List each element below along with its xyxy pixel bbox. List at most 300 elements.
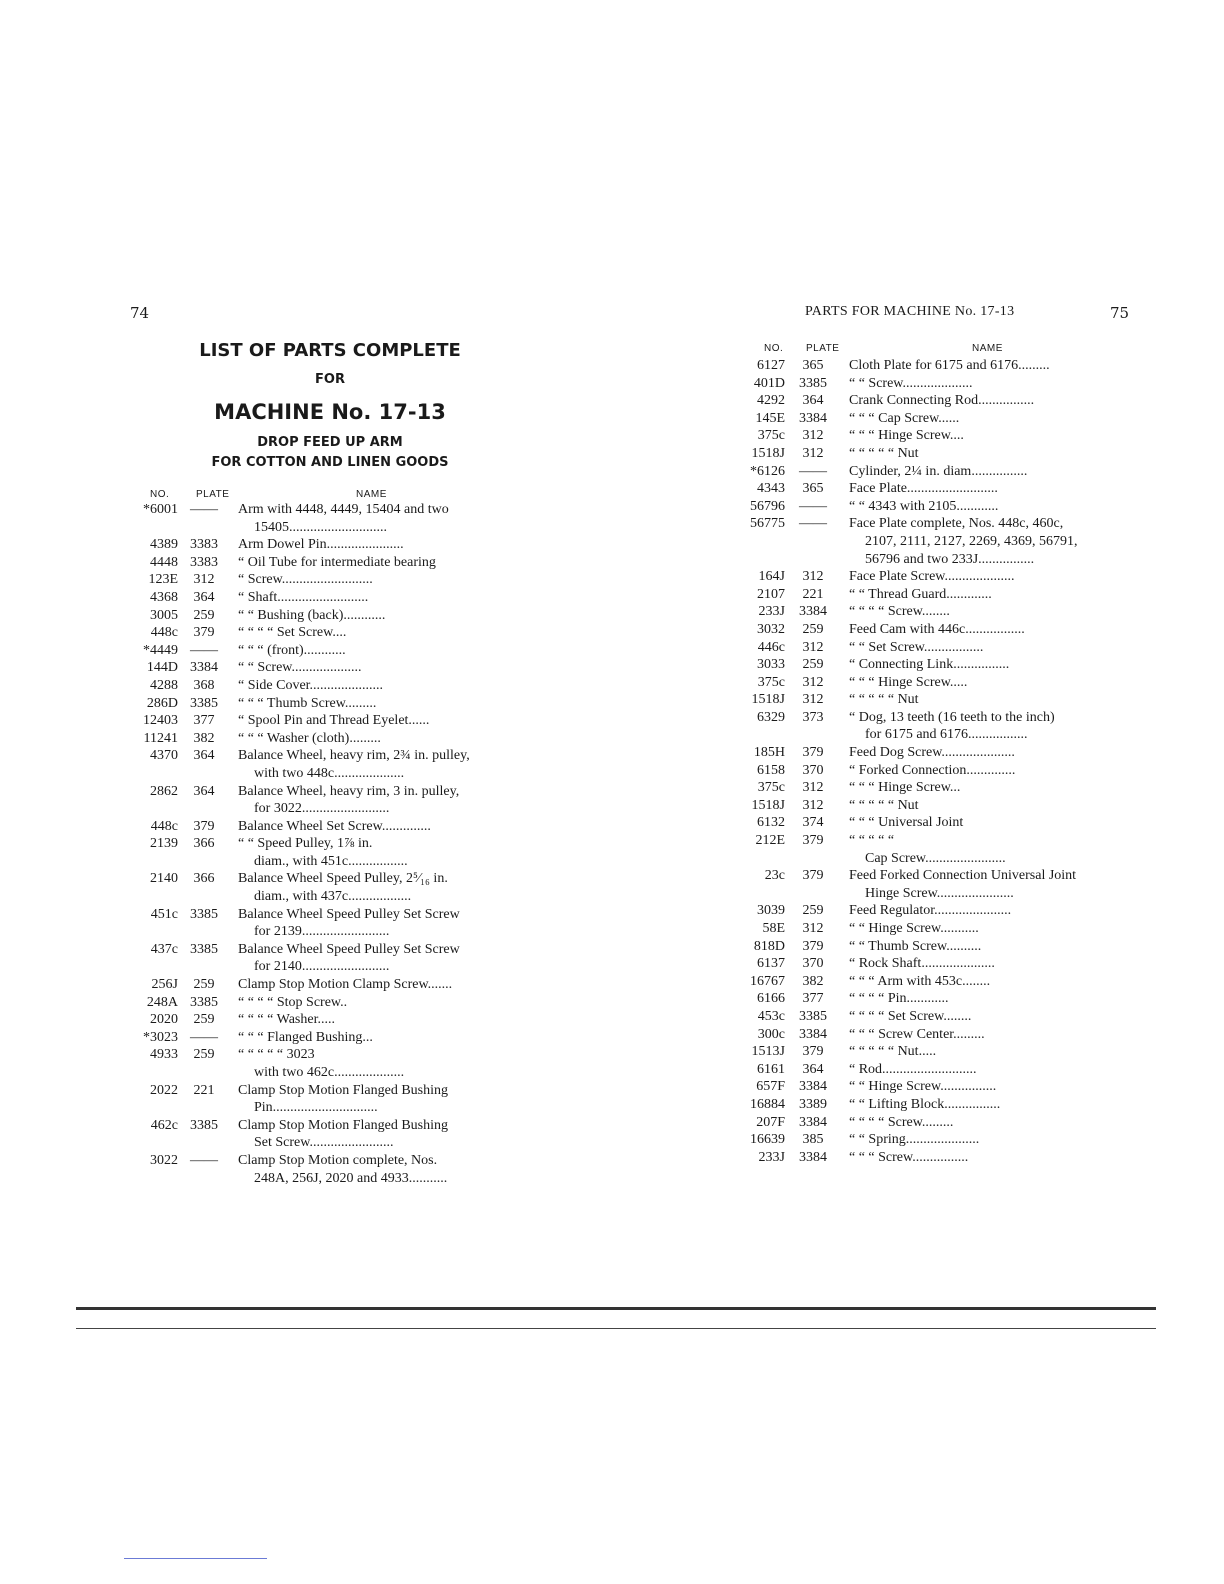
part-number: 144D xyxy=(146,660,178,676)
part-row xyxy=(745,814,1130,832)
part-name: “ “ “ Universal Joint xyxy=(849,815,964,831)
part-number: 3022 xyxy=(150,1152,178,1168)
part-row xyxy=(140,818,525,836)
part-name: Crank Connecting Rod................ xyxy=(849,393,1035,409)
part-row xyxy=(140,1082,525,1100)
part-number xyxy=(140,1064,178,1082)
plate-number: 370 xyxy=(802,762,824,778)
part-number: 56775 xyxy=(750,516,785,532)
part-name: Feed Dog Screw..................... xyxy=(849,745,1015,761)
part-number: *6001 xyxy=(143,502,178,517)
part-number: 375c xyxy=(757,674,785,690)
plate-number: 366 xyxy=(193,836,215,852)
plate-number: 3384 xyxy=(799,1149,827,1165)
part-row xyxy=(745,656,1130,674)
part-name: Pin.............................. xyxy=(254,1100,378,1116)
plate-number: —— xyxy=(190,502,218,517)
part-row xyxy=(745,445,1130,463)
part-row xyxy=(140,1170,525,1188)
scan-rule-thin xyxy=(76,1328,1156,1329)
left-header-name: NAME xyxy=(356,489,387,500)
part-number: 3032 xyxy=(757,621,785,637)
part-name: Balance Wheel, heavy rim, 3 in. pulley, xyxy=(238,783,460,799)
part-row xyxy=(745,779,1130,797)
running-head: PARTS FOR MACHINE No. 17-13 xyxy=(805,304,1015,319)
part-row xyxy=(745,726,1130,744)
part-name: “ Rod........................... xyxy=(849,1061,977,1077)
plate-number: 3384 xyxy=(799,604,827,620)
part-row xyxy=(745,1026,1130,1044)
part-number: 164J xyxy=(758,569,785,585)
part-number: 446c xyxy=(757,639,785,655)
part-name: “ “ “ “ Stop Screw.. xyxy=(238,994,348,1010)
part-name: for 2140......................... xyxy=(254,959,390,975)
part-number: 16639 xyxy=(750,1132,785,1148)
machine-title: MACHINE No. 17-13 xyxy=(214,400,446,424)
plate-number: 3384 xyxy=(190,660,218,676)
part-row xyxy=(745,938,1130,956)
part-row xyxy=(745,410,1130,428)
part-number xyxy=(140,853,178,871)
subtitle-cotton-linen: FOR COTTON AND LINEN GOODS xyxy=(211,455,449,470)
part-name: “ “ Speed Pulley, 1⅞ in. xyxy=(238,836,373,852)
part-number: 453c xyxy=(757,1008,785,1024)
part-name: “ “ “ “ Screw......... xyxy=(849,1114,954,1130)
part-row xyxy=(745,639,1130,657)
plate-number xyxy=(785,551,841,569)
part-number xyxy=(140,765,178,783)
part-number: 4292 xyxy=(757,393,785,409)
part-row xyxy=(140,888,525,906)
part-number: 2862 xyxy=(150,783,178,799)
plate-number: 3383 xyxy=(190,554,218,570)
part-row xyxy=(140,906,525,924)
part-row xyxy=(140,1064,525,1082)
plate-number: 365 xyxy=(802,481,824,497)
part-name: Feed Forked Connection Universal Joint xyxy=(849,868,1077,884)
part-row xyxy=(745,603,1130,621)
plate-number: 382 xyxy=(802,973,824,989)
part-name: Cylinder, 2¼ in. diam................ xyxy=(849,463,1028,479)
part-row xyxy=(140,642,525,660)
part-row xyxy=(140,659,525,677)
part-name: for 6175 and 6176................. xyxy=(865,727,1028,743)
plate-number: 366 xyxy=(193,871,215,887)
part-row xyxy=(745,902,1130,920)
plate-number: 379 xyxy=(802,833,824,849)
part-row xyxy=(745,920,1130,938)
part-row xyxy=(745,850,1130,868)
plate-number: 3384 xyxy=(799,1114,827,1130)
plate-number: 312 xyxy=(802,445,824,461)
part-row xyxy=(140,800,525,818)
plate-number: 259 xyxy=(193,1012,215,1028)
plate-number: 312 xyxy=(802,921,824,936)
part-number: 6329 xyxy=(757,709,785,725)
part-name: Set Screw........................ xyxy=(254,1135,394,1151)
part-number: 4448 xyxy=(150,554,178,570)
plate-number: 312 xyxy=(802,674,824,690)
part-number: *6126 xyxy=(750,463,785,479)
part-name: “ “ “ Screw................ xyxy=(849,1149,969,1165)
part-number: 375c xyxy=(757,428,785,444)
part-row xyxy=(140,958,525,976)
plate-number: 3385 xyxy=(190,695,218,711)
part-name: “ “ “ “ Screw........ xyxy=(849,604,950,620)
part-name: Clamp Stop Motion Clamp Screw....... xyxy=(238,977,453,993)
part-name: Arm with 4448, 4449, 15404 and two xyxy=(238,502,449,517)
scan-rule-thick xyxy=(76,1307,1156,1310)
part-name: “ “ Bushing (back)............ xyxy=(238,607,386,623)
plate-number: 312 xyxy=(802,797,824,813)
part-row xyxy=(140,1046,525,1064)
plate-number: 3385 xyxy=(799,375,827,391)
part-name: Hinge Screw...................... xyxy=(865,885,1014,901)
part-name: Face Plate Screw.................... xyxy=(849,569,1015,585)
part-name: “ “ “ Thumb Screw......... xyxy=(238,695,377,711)
part-name: diam., with 451c................. xyxy=(254,853,408,869)
left-page-number: 74 xyxy=(130,304,150,322)
part-name: Balance Wheel Speed Pulley Set Screw xyxy=(238,906,460,922)
part-row xyxy=(745,1114,1130,1132)
part-row xyxy=(745,568,1130,586)
right-header-plate: PLATE xyxy=(806,343,840,354)
part-row xyxy=(140,1134,525,1152)
part-row xyxy=(745,1149,1130,1167)
part-row xyxy=(745,1043,1130,1061)
part-number: 462c xyxy=(150,1117,178,1133)
part-row xyxy=(745,990,1130,1008)
left-header-plate: PLATE xyxy=(196,489,230,500)
plate-number: 377 xyxy=(193,713,215,729)
part-name: “ “ “ Flanged Bushing... xyxy=(238,1029,373,1045)
plate-number: 259 xyxy=(802,657,824,673)
part-number xyxy=(745,533,785,551)
part-name: “ “ “ Screw Center......... xyxy=(849,1026,985,1042)
part-number: 1518J xyxy=(751,797,785,813)
part-number: 6166 xyxy=(757,991,785,1007)
part-number xyxy=(745,885,785,903)
part-number: 4933 xyxy=(150,1047,178,1063)
part-name: “ Screw.......................... xyxy=(238,572,373,588)
left-header-no: NO. xyxy=(150,489,170,500)
subtitle-drop-feed: DROP FEED UP ARM xyxy=(257,435,403,450)
part-row xyxy=(745,1096,1130,1114)
plate-number: 379 xyxy=(802,1044,824,1060)
part-row xyxy=(140,519,525,537)
part-name: “ “ “ Cap Screw...... xyxy=(849,410,960,426)
list-title: LIST OF PARTS COMPLETE xyxy=(199,340,461,361)
part-number: 2107 xyxy=(757,586,785,602)
plate-number xyxy=(178,923,230,941)
part-name: “ “ “ “ “ Nut xyxy=(849,797,919,813)
part-name: “ “ “ “ Set Screw........ xyxy=(849,1008,972,1024)
plate-number: 3389 xyxy=(799,1096,827,1112)
plate-number: —— xyxy=(190,642,218,658)
part-name: 2107, 2111, 2127, 2269, 4369, 56791, xyxy=(865,533,1078,549)
part-number: 248A xyxy=(146,994,178,1010)
part-name: “ “ Lifting Block................ xyxy=(849,1096,1001,1112)
part-name: “ “ “ “ Set Screw.... xyxy=(238,625,347,641)
part-number: 16767 xyxy=(750,973,785,989)
part-name: “ Spool Pin and Thread Eyelet...... xyxy=(238,713,430,729)
part-row xyxy=(140,994,525,1012)
part-name: 15405............................ xyxy=(254,519,387,535)
part-number: 6161 xyxy=(757,1061,785,1077)
plate-number: 3385 xyxy=(190,906,218,922)
part-number: 56796 xyxy=(750,498,785,514)
plate-number: 3384 xyxy=(799,410,827,426)
plate-number xyxy=(178,800,230,818)
plate-number: —— xyxy=(799,516,827,532)
part-number: 448c xyxy=(150,625,178,641)
part-name: “ “ Thumb Screw.......... xyxy=(849,938,982,954)
part-number: 11241 xyxy=(143,730,178,746)
part-name: “ Side Cover..................... xyxy=(238,677,384,693)
plate-number: 379 xyxy=(802,868,824,884)
part-number: 123E xyxy=(148,572,178,588)
part-number xyxy=(140,923,178,941)
part-name: “ “ “ “ “ xyxy=(849,833,895,849)
part-name: Feed Regulator...................... xyxy=(849,903,1012,919)
plate-number: 3383 xyxy=(190,537,218,553)
right-page-number: 75 xyxy=(1110,304,1130,322)
part-number xyxy=(140,800,178,818)
plate-number: 364 xyxy=(802,1061,824,1077)
part-number: 448c xyxy=(150,818,178,834)
plate-number: 3384 xyxy=(799,1026,827,1042)
part-number: 6158 xyxy=(757,762,785,778)
part-name: “ “ “ “ “ Nut..... xyxy=(849,1044,937,1060)
part-number: 12403 xyxy=(143,713,178,729)
part-name: “ “ Hinge Screw................ xyxy=(849,1079,997,1095)
part-number: 437c xyxy=(150,941,178,957)
part-name: Feed Cam with 446c................. xyxy=(849,621,1025,637)
plate-number: —— xyxy=(190,1152,218,1168)
part-name: “ Forked Connection.............. xyxy=(849,762,1016,778)
part-number xyxy=(140,958,178,976)
part-name: for 2139......................... xyxy=(254,924,390,940)
part-name: Cloth Plate for 6175 and 6176......... xyxy=(849,358,1050,373)
part-number: 185H xyxy=(753,745,785,761)
part-name: Face Plate complete, Nos. 448c, 460c, xyxy=(849,516,1064,532)
part-name: Cap Screw....................... xyxy=(865,850,1006,866)
part-row xyxy=(745,955,1130,973)
part-name: diam., with 437c.................. xyxy=(254,889,412,905)
part-row xyxy=(745,709,1130,727)
right-header-no: NO. xyxy=(764,343,784,354)
part-row xyxy=(745,463,1130,481)
part-name: “ “ Spring..................... xyxy=(849,1132,980,1148)
plate-number: 3385 xyxy=(799,1008,827,1024)
part-number xyxy=(140,1170,178,1188)
plate-number xyxy=(785,885,841,903)
part-row xyxy=(745,885,1130,903)
plate-number: 3385 xyxy=(190,994,218,1010)
part-name: “ “ “ (front)............ xyxy=(238,642,346,658)
plate-number: 377 xyxy=(802,991,824,1007)
part-row xyxy=(140,677,525,695)
part-row xyxy=(745,744,1130,762)
part-row xyxy=(745,691,1130,709)
part-number: 1513J xyxy=(751,1044,785,1060)
part-number: 4389 xyxy=(150,537,178,553)
plate-number: 365 xyxy=(802,358,824,373)
part-name: “ “ Screw.................... xyxy=(238,660,362,676)
part-row xyxy=(745,1008,1130,1026)
plate-number xyxy=(178,958,230,976)
part-number: 300c xyxy=(757,1026,785,1042)
part-row xyxy=(745,515,1130,533)
plate-number: 259 xyxy=(802,903,824,919)
part-number: 818D xyxy=(753,938,785,954)
part-row xyxy=(745,1078,1130,1096)
part-number: 4288 xyxy=(150,677,178,693)
plate-number: 379 xyxy=(802,938,824,954)
part-number xyxy=(745,726,785,744)
part-number xyxy=(140,1099,178,1117)
left-parts-list xyxy=(140,501,525,1187)
plate-number xyxy=(785,533,841,551)
part-name: “ “ Thread Guard............. xyxy=(849,586,992,602)
part-name: “ Shaft.......................... xyxy=(238,589,369,605)
part-row xyxy=(140,1152,525,1170)
part-row xyxy=(745,586,1130,604)
part-name: 248A, 256J, 2020 and 4933........... xyxy=(254,1170,448,1186)
part-name: “ “ “ Washer (cloth)......... xyxy=(238,730,381,746)
part-name: “ “ “ Arm with 453c........ xyxy=(849,973,991,989)
plate-number: 382 xyxy=(193,730,215,746)
part-number: 233J xyxy=(758,604,785,620)
scan-rule-blue xyxy=(124,1558,267,1559)
part-row xyxy=(745,797,1130,815)
plate-number xyxy=(178,1064,230,1082)
plate-number: 364 xyxy=(802,393,824,409)
right-parts-list xyxy=(745,357,1130,1166)
plate-number xyxy=(785,850,841,868)
plate-number: 368 xyxy=(193,677,215,693)
part-number xyxy=(140,888,178,906)
plate-number: 3385 xyxy=(190,1117,218,1133)
part-row xyxy=(140,501,525,519)
part-number: 2020 xyxy=(150,1012,178,1028)
part-name: “ Dog, 13 teeth (16 teeth to the inch) xyxy=(849,709,1055,725)
part-name: Arm Dowel Pin...................... xyxy=(238,537,404,553)
part-row xyxy=(140,624,525,642)
part-number: 2139 xyxy=(150,836,178,852)
plate-number: 370 xyxy=(802,956,824,972)
part-number: 16884 xyxy=(750,1096,785,1112)
part-name: “ Connecting Link................ xyxy=(849,657,1010,673)
part-number: 145E xyxy=(755,410,785,426)
plate-number: 312 xyxy=(802,692,824,708)
part-row xyxy=(140,870,525,888)
part-name: with two 462c.................... xyxy=(254,1065,405,1080)
plate-number: 385 xyxy=(802,1132,824,1148)
part-name: 56796 and two 233J................ xyxy=(865,551,1035,567)
part-row xyxy=(745,973,1130,991)
part-row xyxy=(140,695,525,713)
part-number xyxy=(140,1134,178,1152)
plate-number: —— xyxy=(799,498,827,514)
part-number: 2140 xyxy=(150,871,178,887)
part-number: 212E xyxy=(755,833,785,849)
part-row xyxy=(140,1099,525,1117)
part-row xyxy=(140,607,525,625)
part-name: Face Plate.......................... xyxy=(849,481,998,497)
plate-number: 379 xyxy=(193,625,215,641)
plate-number: 259 xyxy=(802,621,824,637)
part-number: 375c xyxy=(757,780,785,796)
plate-number: 364 xyxy=(193,748,215,764)
plate-number: 312 xyxy=(802,780,824,796)
part-name: “ Oil Tube for intermediate bearing xyxy=(238,554,436,570)
part-number: 1518J xyxy=(751,445,785,461)
part-number: 3005 xyxy=(150,607,178,623)
part-row xyxy=(745,762,1130,780)
for-label: FOR xyxy=(315,372,345,387)
part-row xyxy=(745,621,1130,639)
plate-number: 364 xyxy=(193,589,215,605)
part-name: “ “ “ Hinge Screw.... xyxy=(849,428,964,444)
plate-number: 364 xyxy=(193,783,215,799)
plate-number xyxy=(178,1099,230,1117)
part-name: Clamp Stop Motion complete, Nos. xyxy=(238,1152,438,1168)
plate-number xyxy=(178,519,230,537)
part-name: “ “ Set Screw................. xyxy=(849,639,984,655)
part-name: for 3022......................... xyxy=(254,801,390,817)
part-number: 6132 xyxy=(757,815,785,831)
part-row xyxy=(745,357,1130,375)
part-number: 58E xyxy=(762,921,785,936)
part-row xyxy=(140,941,525,959)
part-row xyxy=(140,835,525,853)
plate-number xyxy=(178,853,230,871)
plate-number: 221 xyxy=(193,1082,215,1098)
part-row xyxy=(140,1117,525,1135)
plate-number: 312 xyxy=(802,569,824,585)
plate-number: 3385 xyxy=(190,941,218,957)
part-number: 256J xyxy=(151,977,178,993)
part-name: “ “ “ Hinge Screw..... xyxy=(849,674,968,690)
plate-number: —— xyxy=(190,1029,218,1045)
part-row xyxy=(745,1131,1130,1149)
part-row xyxy=(745,427,1130,445)
part-number: 6137 xyxy=(757,956,785,972)
plate-number xyxy=(178,1134,230,1152)
part-name: “ “ “ “ “ Nut xyxy=(849,692,919,708)
part-number: 286D xyxy=(146,695,178,711)
plate-number xyxy=(178,888,230,906)
part-number xyxy=(745,850,785,868)
part-name: “ “ 4343 with 2105............ xyxy=(849,498,999,514)
part-number: 4368 xyxy=(150,589,178,605)
part-name: “ “ “ “ Washer..... xyxy=(238,1012,335,1028)
part-number: 1518J xyxy=(751,692,785,708)
plate-number: 312 xyxy=(802,639,824,655)
part-number: 2022 xyxy=(150,1082,178,1098)
part-row xyxy=(745,392,1130,410)
part-number: 3033 xyxy=(757,657,785,673)
part-name: “ “ “ “ “ Nut xyxy=(849,445,919,461)
part-row xyxy=(140,730,525,748)
part-number: 451c xyxy=(150,906,178,922)
part-row xyxy=(745,498,1130,516)
part-row xyxy=(140,747,525,765)
part-number: 207F xyxy=(756,1114,785,1130)
plate-number: 259 xyxy=(193,977,215,993)
part-row xyxy=(140,571,525,589)
